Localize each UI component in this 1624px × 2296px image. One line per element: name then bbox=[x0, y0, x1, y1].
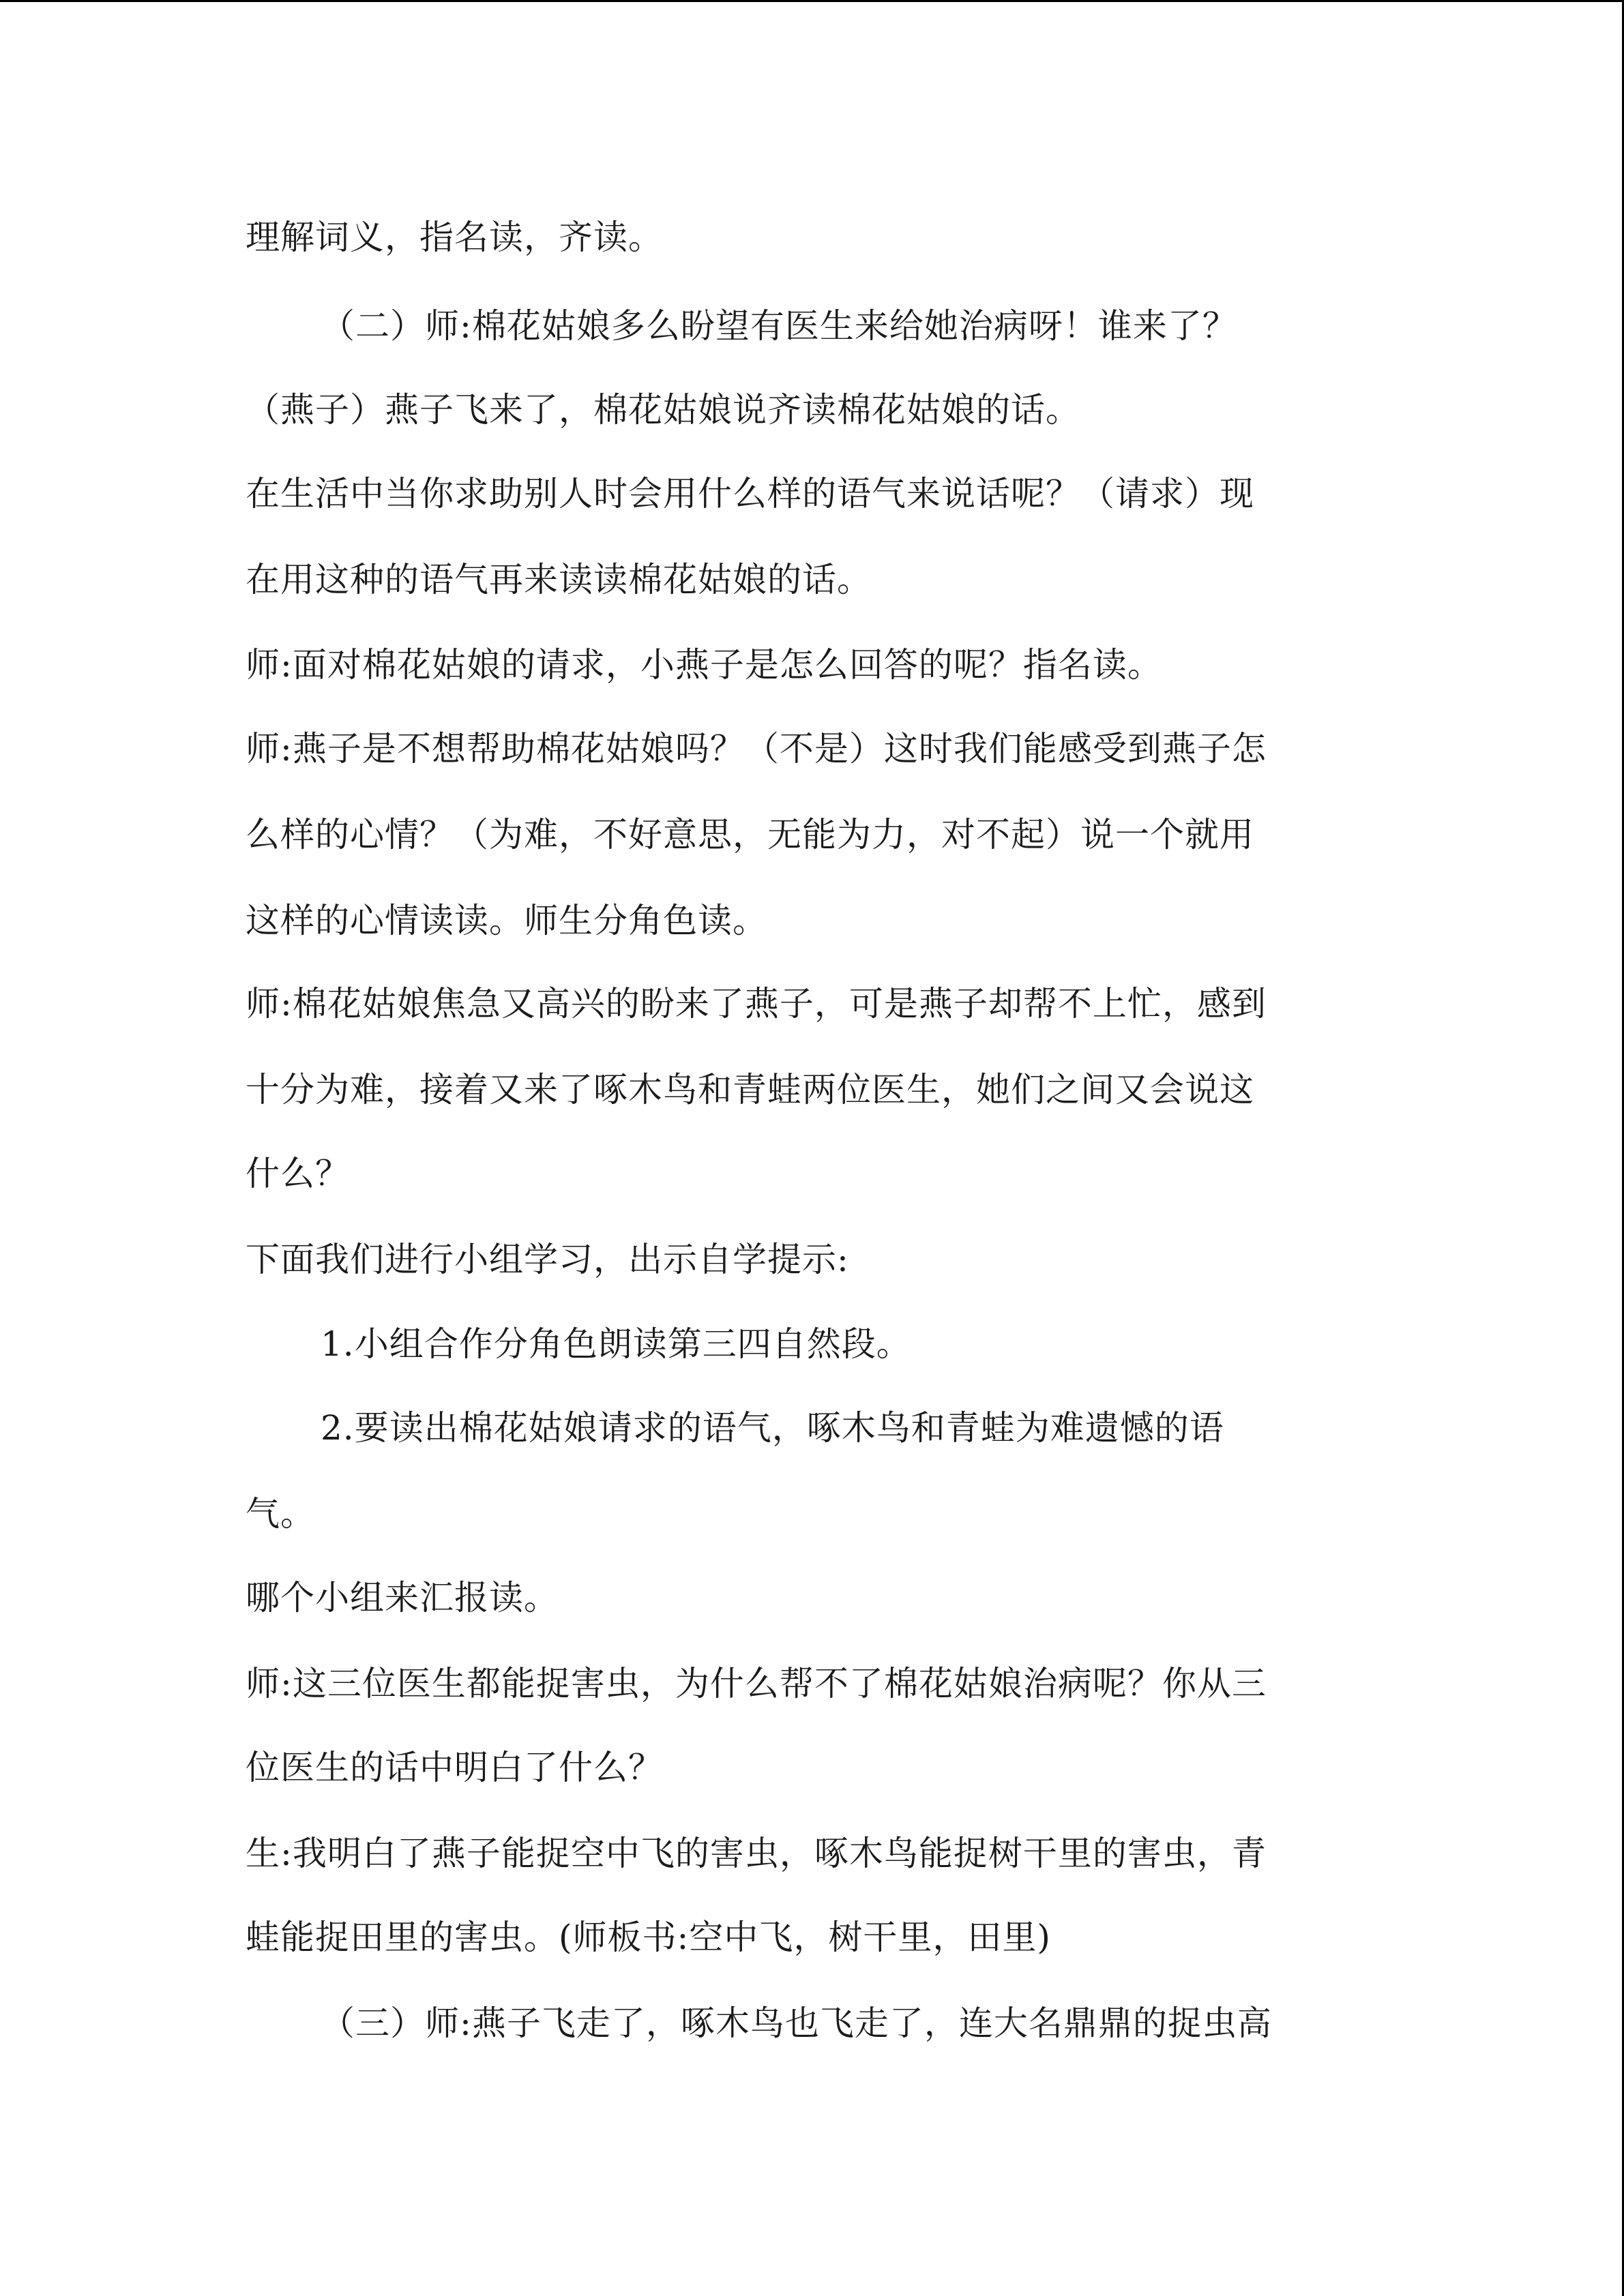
text-line: 十分为难，接着又来了啄木鸟和青蛙两位医生，她们之间又会说这 bbox=[246, 1070, 1254, 1109]
text-line: （燕子）燕子飞来了，棉花姑娘说齐读棉花姑娘的话。 bbox=[246, 390, 1080, 430]
text-line: 哪个小组来汇报读。 bbox=[246, 1578, 559, 1617]
text-line: 理解词义，指名读，齐读。 bbox=[246, 218, 663, 257]
text-line: 在用这种的语气再来读读棉花姑娘的话。 bbox=[246, 560, 872, 599]
text-line: 蛙能捉田里的害虫。(师板书:空中飞，树干里，田里) bbox=[246, 1918, 1051, 1957]
text-line: 师:棉花姑娘焦急又高兴的盼来了燕子，可是燕子却帮不上忙，感到 bbox=[246, 984, 1267, 1024]
text-line: （三）师:燕子飞走了，啄木鸟也飞走了，连大名鼎鼎的捉虫高 bbox=[321, 2003, 1272, 2043]
text-line: 师:燕子是不想帮助棉花姑娘吗？（不是）这时我们能感受到燕子怎 bbox=[246, 729, 1267, 769]
text-line: 气。 bbox=[246, 1494, 315, 1534]
text-line: 2.要读出棉花姑娘请求的语气，啄木鸟和青蛙为难遗憾的语 bbox=[321, 1408, 1224, 1448]
text-line: 师:面对棉花姑娘的请求，小燕子是怎么回答的呢？指名读。 bbox=[246, 645, 1162, 685]
text-line: 师:这三位医生都能捉害虫，为什么帮不了棉花姑娘治病呢？你从三 bbox=[246, 1664, 1267, 1703]
text-line: （二）师:棉花姑娘多么盼望有医生来给她治病呀！谁来了？ bbox=[321, 306, 1237, 346]
text-line: 么样的心情？（为难，不好意思，无能为力，对不起）说一个就用 bbox=[246, 815, 1254, 854]
text-line: 下面我们进行小组学习，出示自学提示: bbox=[246, 1240, 849, 1279]
text-line: 在生活中当你求助别人时会用什么样的语气来说话呢？（请求）现 bbox=[246, 474, 1254, 513]
page-border-top bbox=[0, 0, 1624, 2]
text-line: 什么？ bbox=[246, 1154, 350, 1193]
text-line: 1.小组合作分角色朗读第三四自然段。 bbox=[321, 1324, 911, 1364]
text-line: 位医生的话中明白了什么？ bbox=[246, 1748, 663, 1787]
text-line: 生:我明白了燕子能捉空中飞的害虫，啄木鸟能捉树干里的害虫，青 bbox=[246, 1834, 1267, 1873]
text-line: 这样的心情读读。师生分角色读。 bbox=[246, 901, 767, 940]
